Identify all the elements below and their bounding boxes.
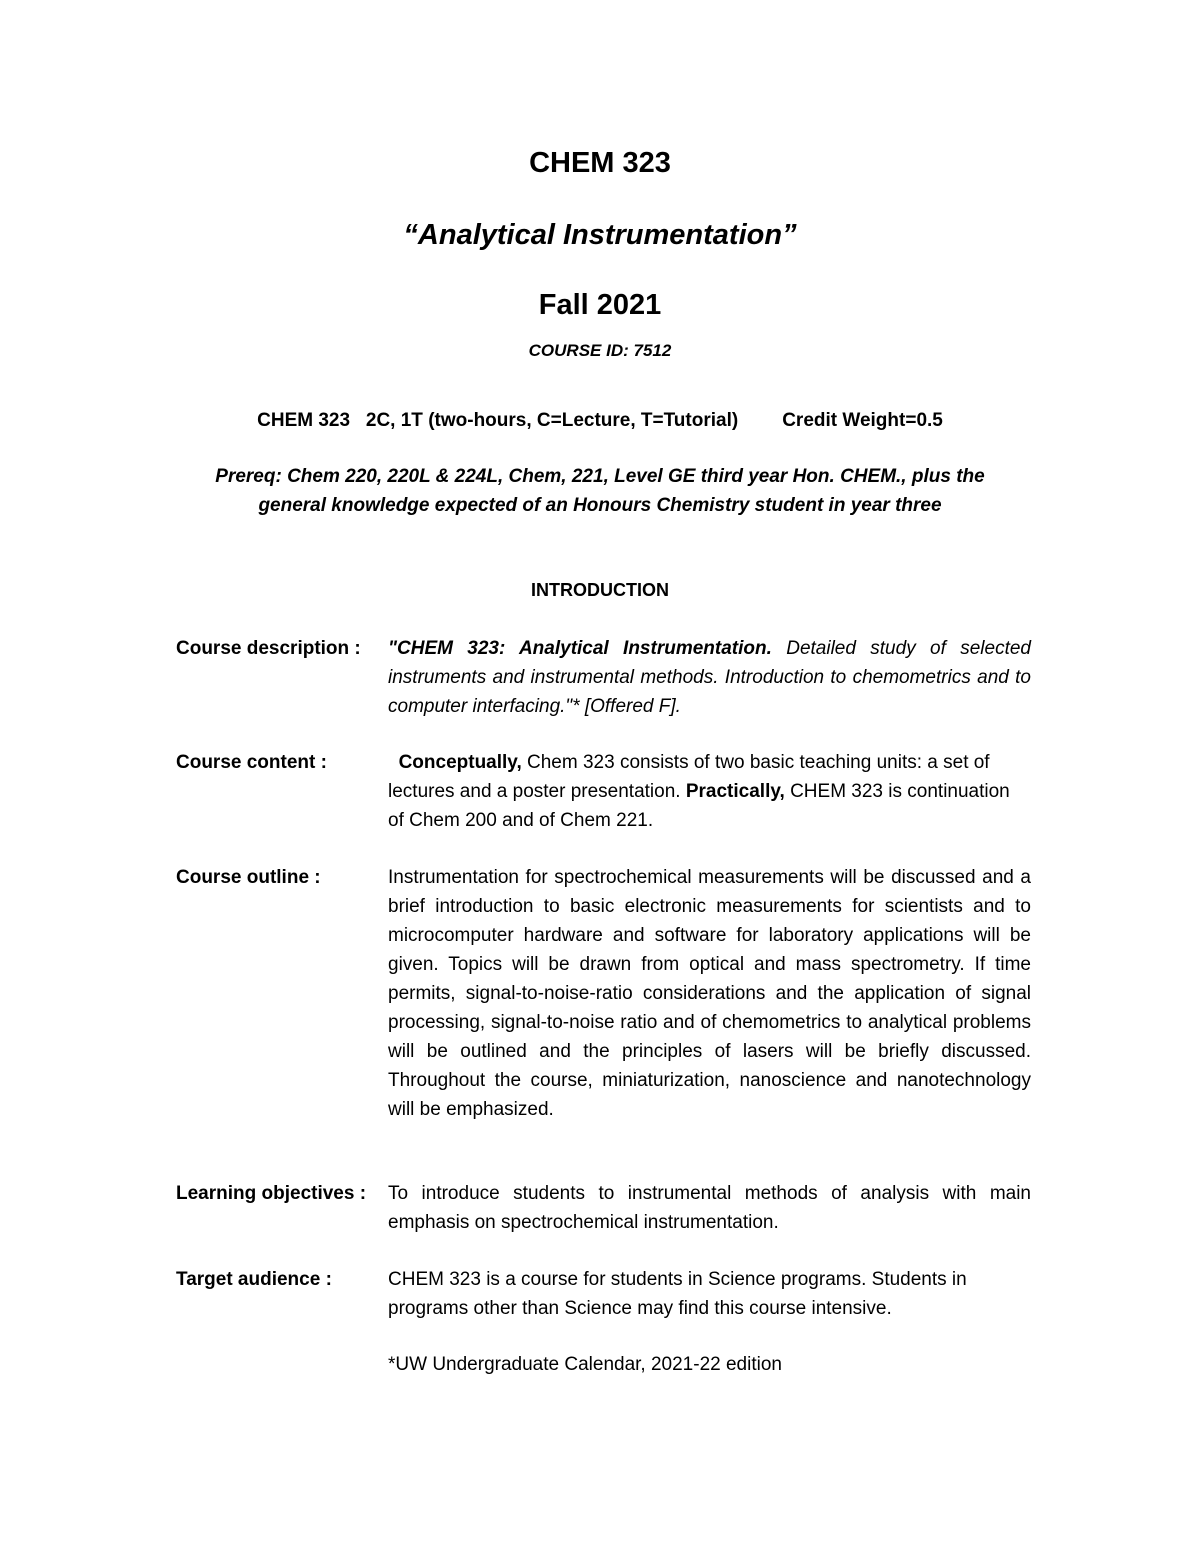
learning-objectives-label: Learning objectives :: [176, 1183, 367, 1204]
course-content-text-2: CHEM 323 is continuation of Chem 200 and of Chem 221.: [388, 781, 1010, 831]
target-audience-text: CHEM 323 is a course for students in Science programs. Students in programs other than Science may find this course intensive.: [388, 1269, 967, 1319]
course-description-bold: "CHEM 323: Analytical Instrumentation.: [388, 638, 772, 659]
target-audience-label: Target audience :: [176, 1269, 332, 1290]
prerequisites: [0, 462, 1200, 520]
prereq-line-2: general knowledge expected of an Honours Chemistry student in year three: [258, 495, 942, 516]
course-id: COURSE ID: 7512: [528, 341, 672, 360]
course-description-text: [388, 634, 1031, 721]
course-outline-text: Instrumentation for spectrochemical measurements will be discussed and a brief introduction to basic electronic measurements for scientists and to microcomputer hardware and software for laboratory applications will be given. Topics will be drawn from optical and mass spectrometry. If time permits, signal-to-noise-ratio considerations and the application of signal processing, signal-to-noise ratio and of chemometrics to analytical problems will be outlined and the principles of lasers will be briefly discussed. Throughout the course, miniaturization, nanoscience and nanotechnology will be emphasized.: [388, 867, 1031, 1120]
prereq-line-1: Prereq: Chem 220, 220L & 224L, Chem, 221, Level GE third year Hon. CHEM., plus the: [215, 466, 985, 487]
term: Fall 2021: [538, 289, 662, 321]
course-title: “Analytical Instrumentation”: [403, 219, 797, 251]
section-heading: INTRODUCTION: [531, 580, 669, 600]
course-description-label: Course description :: [176, 638, 361, 659]
course-content-text-1: Chem 323 consists of two basic teaching units: a set of lectures and a poster presentation.: [388, 752, 990, 802]
course-content-bold-1: Conceptually,: [398, 752, 522, 773]
course-content-bold-2: Practically,: [685, 781, 785, 802]
course-content-label: Course content :: [176, 752, 327, 773]
course-format: CHEM 323 2C, 1T (two-hours, C=Lecture, T=Tutorial): [257, 410, 739, 431]
credit-weight: Credit Weight=0.5: [782, 410, 943, 431]
learning-objectives-text: To introduce students to instrumental methods of analysis with main emphasis on spectrochemical instrumentation.: [388, 1183, 1031, 1233]
course-outline-label: Course outline :: [176, 867, 321, 888]
course-format-line: [0, 406, 1200, 435]
course-content-text: [388, 748, 1018, 835]
course-description-rest: Detailed study of selected instruments and instrumental methods. Introduction to chemometrics and to computer interfacing."* [Offered F].: [388, 638, 1031, 717]
course-code-title: CHEM 323: [529, 147, 671, 179]
footnote: *UW Undergraduate Calendar, 2021-22 edition: [388, 1354, 782, 1375]
